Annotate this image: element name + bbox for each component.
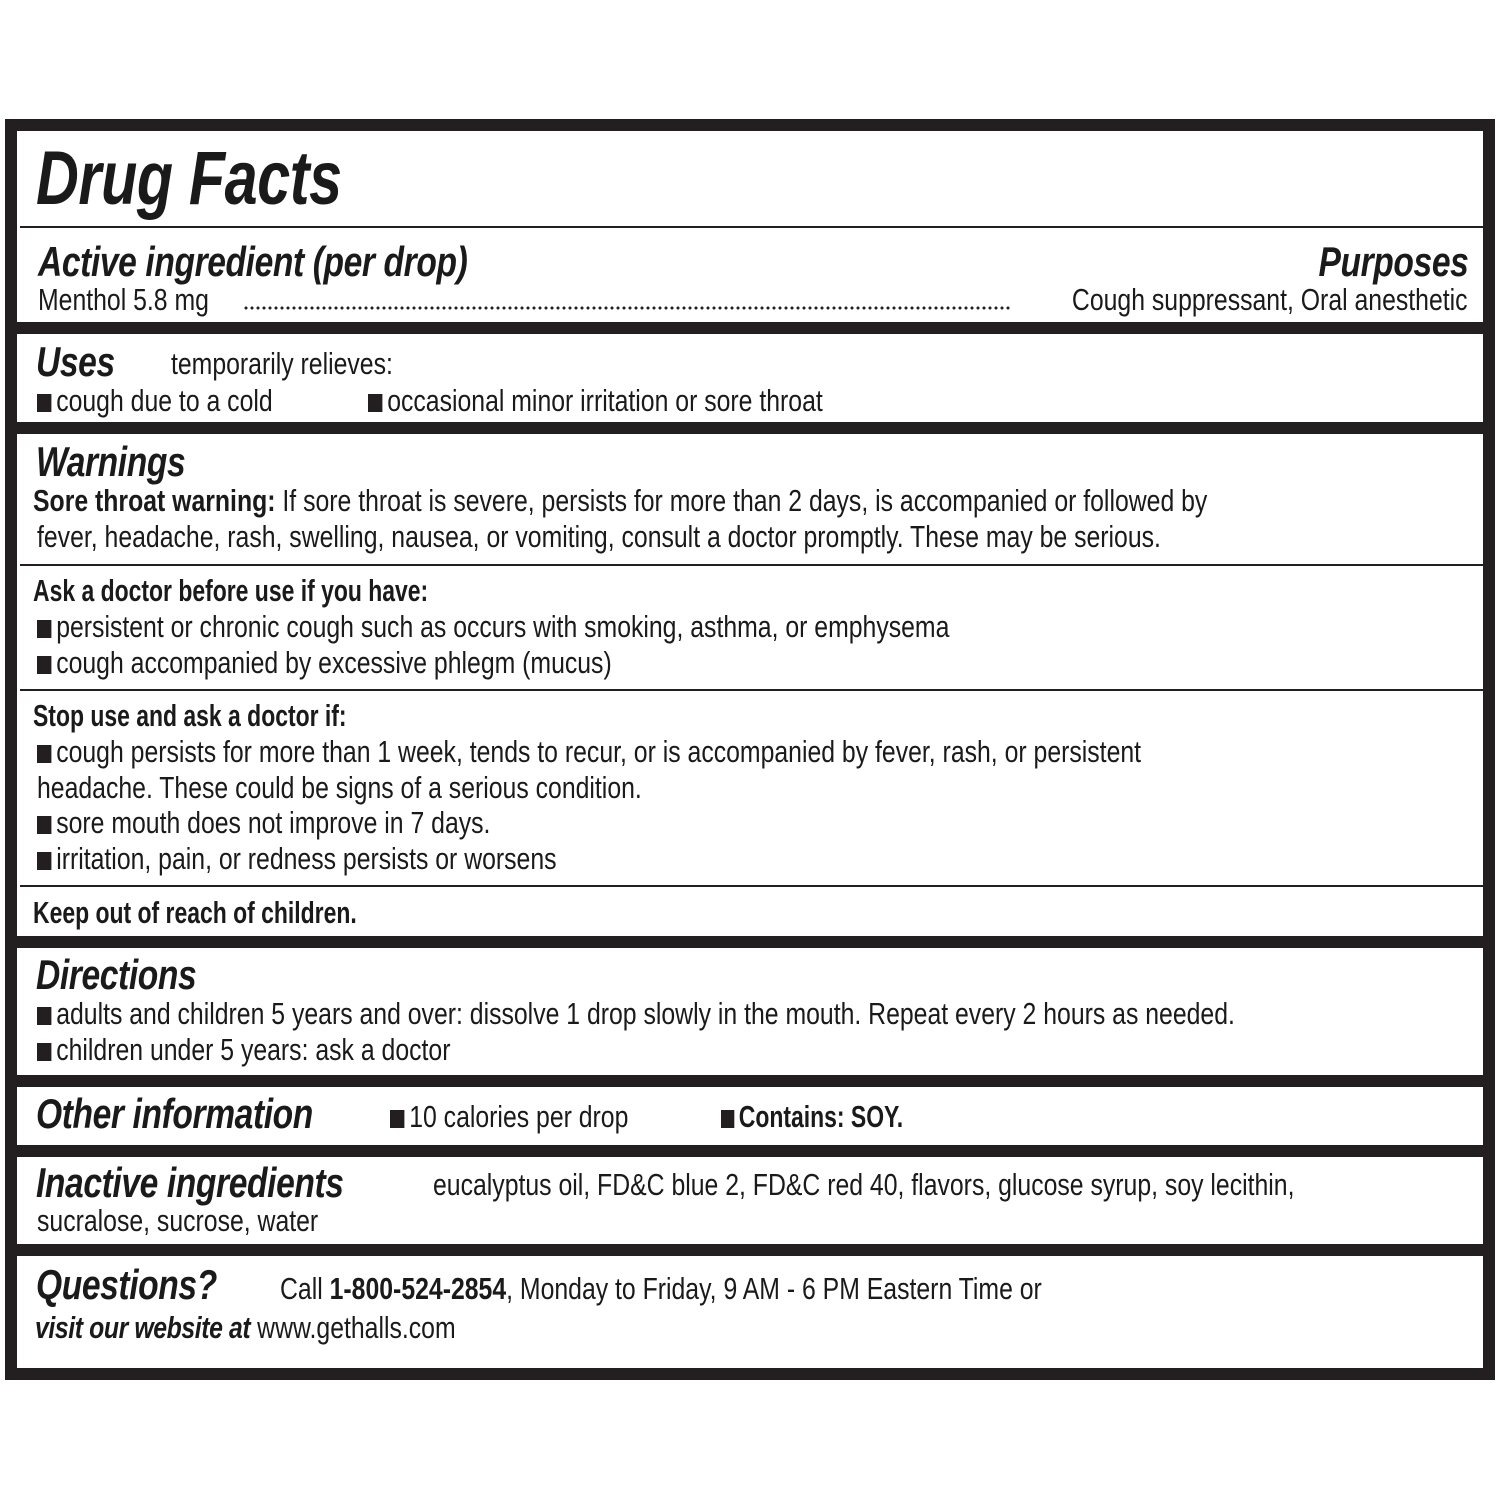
bullet-square-icon xyxy=(390,1110,404,1128)
ask-doctor-heading: Ask a doctor before use if you have: xyxy=(33,573,429,608)
warnings-divider xyxy=(20,885,1484,887)
questions-contact: Call 1-800-524-2854, Monday to Friday, 9 AM - 6 PM Eastern Time or xyxy=(280,1271,1042,1306)
active-ingredient-heading: Active ingredient (per drop) xyxy=(38,238,468,285)
page-title: Drug Facts xyxy=(36,136,342,221)
uses-heading: Uses xyxy=(36,338,115,385)
dot-leader xyxy=(243,306,1010,310)
bullet-square-icon xyxy=(37,1007,51,1025)
other-information-heading: Other information xyxy=(36,1090,313,1137)
website-line xyxy=(35,1310,456,1346)
uses-intro: temporarily relieves: xyxy=(171,346,393,381)
stop-use-item: cough persists for more than 1 week, tends to recur, or is accompanied by fever, rash, or persistent xyxy=(37,734,1141,770)
warnings-divider xyxy=(20,564,1484,566)
directions-item: children under 5 years: ask a doctor xyxy=(37,1032,450,1068)
bullet-square-icon xyxy=(37,656,51,674)
title-divider xyxy=(20,226,1484,228)
stop-use-heading: Stop use and ask a doctor if: xyxy=(33,698,347,733)
bullet-square-icon xyxy=(37,620,51,638)
bullet-square-icon xyxy=(368,394,382,412)
bullet-square-icon xyxy=(37,852,51,870)
bullet-square-icon xyxy=(37,816,51,834)
inactive-ingredients-heading: Inactive ingredients xyxy=(36,1159,344,1206)
warnings-heading: Warnings xyxy=(36,438,186,485)
phone-number-link[interactable]: 1-800-524-2854 xyxy=(329,1271,507,1306)
inactive-ingredients-list: eucalyptus oil, FD&C blue 2, FD&C red 40, flavors, glucose syrup, soy lecithin, xyxy=(433,1167,1295,1202)
sore-throat-warning: Sore throat warning: If sore throat is severe, persists for more than 2 days, is accompanied or followed by xyxy=(33,483,1208,518)
stop-use-item-cont: headache. These could be signs of a serious condition. xyxy=(37,770,642,805)
uses-item: occasional minor irritation or sore throat xyxy=(368,383,823,419)
sore-throat-label: Sore throat warning: xyxy=(33,483,276,518)
active-ingredient-purpose: Cough suppressant, Oral anesthetic xyxy=(1072,282,1468,317)
warnings-divider xyxy=(20,689,1484,691)
website-link[interactable]: www.gethalls.com xyxy=(257,1310,456,1345)
stop-use-item: sore mouth does not improve in 7 days. xyxy=(37,805,490,841)
inactive-ingredients-list-cont: sucralose, sucrose, water xyxy=(37,1203,319,1238)
website-label: visit our website at xyxy=(35,1310,251,1345)
uses-item: cough due to a cold xyxy=(37,383,273,419)
stop-use-item: irritation, pain, or redness persists or worsens xyxy=(37,841,557,877)
directions-heading: Directions xyxy=(36,951,197,998)
purposes-heading: Purposes xyxy=(1318,238,1468,285)
other-info-calories: 10 calories per drop xyxy=(390,1099,628,1135)
bullet-square-icon xyxy=(37,745,51,763)
questions-heading: Questions? xyxy=(36,1261,217,1308)
other-info-contains: Contains: SOY. xyxy=(721,1099,903,1135)
keep-out-of-reach: Keep out of reach of children. xyxy=(33,895,357,930)
bullet-square-icon xyxy=(37,1043,51,1061)
bullet-square-icon xyxy=(721,1110,734,1128)
active-ingredient-name: Menthol 5.8 mg xyxy=(38,282,209,317)
sore-throat-warning-cont: fever, headache, rash, swelling, nausea, or vomiting, consult a doctor promptly. These may be serious. xyxy=(37,519,1161,554)
bullet-square-icon xyxy=(37,394,51,412)
ask-doctor-item: cough accompanied by excessive phlegm (mucus) xyxy=(37,645,612,681)
directions-item: adults and children 5 years and over: dissolve 1 drop slowly in the mouth. Repeat every 2 hours as needed. xyxy=(37,996,1235,1032)
ask-doctor-item: persistent or chronic cough such as occurs with smoking, asthma, or emphysema xyxy=(37,609,949,645)
